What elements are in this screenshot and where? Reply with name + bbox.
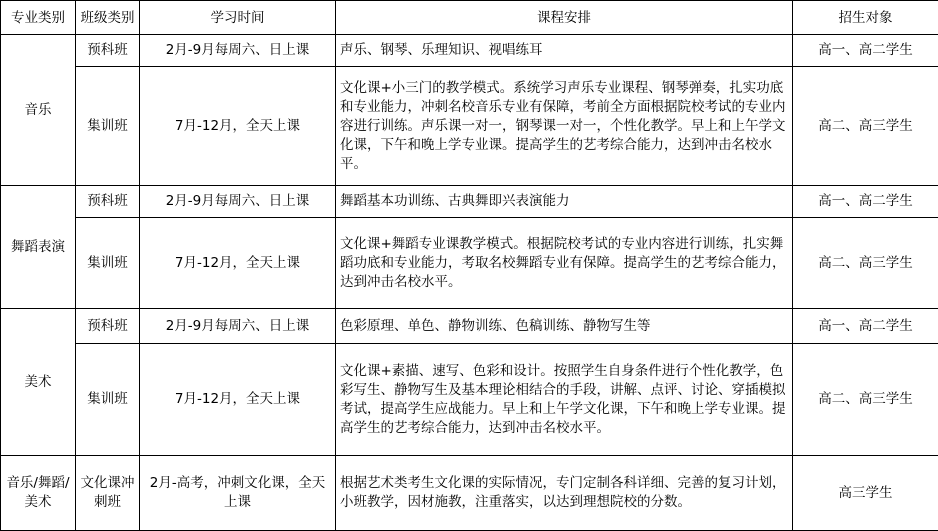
time-cell: 7月-12月，全天上课 (140, 344, 336, 456)
schedule-cell: 色彩原理、单色、静物训练、色稿训练、静物写生等 (336, 309, 793, 344)
header-class-type: 班级类别 (76, 1, 140, 35)
target-cell: 高一、高二学生 (793, 35, 938, 67)
header-major: 专业类别 (1, 1, 76, 35)
time-cell: 7月-12月，全天上课 (140, 218, 336, 309)
table-row (1, 35, 938, 67)
class-type-cell: 集训班 (76, 67, 140, 186)
major-cell: 舞蹈表演 (1, 186, 76, 309)
table-row (1, 218, 938, 309)
table-row (1, 67, 938, 186)
class-type-cell: 集训班 (76, 344, 140, 456)
time-cell: 2月-9月每周六、日上课 (140, 309, 336, 344)
target-cell: 高三学生 (793, 456, 938, 531)
schedule-cell: 文化课+素描、速写、色彩和设计。按照学生自身条件进行个性化教学，色彩写生、静物写生及基本理论相结合的手段，讲解、点评、讨论、穿插模拟考试，提高学生应战能力。早上和上午学文化课，下午和晚上学专业课。提高学生的艺考综合能力，达到冲击名校水平。 (336, 344, 793, 456)
time-cell: 2月-9月每周六、日上课 (140, 186, 336, 218)
class-type-cell: 预科班 (76, 309, 140, 344)
target-cell: 高一、高二学生 (793, 186, 938, 218)
header-time: 学习时间 (140, 1, 336, 35)
table-row (1, 456, 938, 531)
class-type-cell: 预科班 (76, 186, 140, 218)
table-row (1, 344, 938, 456)
major-cell: 音乐/舞蹈/美术 (1, 456, 76, 531)
target-cell: 高一、高二学生 (793, 309, 938, 344)
class-type-cell: 文化课冲刺班 (76, 456, 140, 531)
target-cell: 高二、高三学生 (793, 344, 938, 456)
schedule-cell: 声乐、钢琴、乐理知识、视唱练耳 (336, 35, 793, 67)
table-row (1, 309, 938, 344)
schedule-cell: 文化课+小三门的教学模式。系统学习声乐专业课程、钢琴弹奏，扎实功底和专业能力，冲刺名校音乐专业有保障，考前全方面根据院校考试的专业内容进行训练。声乐课一对一，钢琴课一对一，个性化教学。早上和上午学文化课，下午和晚上学专业课。提高学生的艺考综合能力，达到冲击名校水平。 (336, 67, 793, 186)
class-type-cell: 预科班 (76, 35, 140, 67)
major-cell: 美术 (1, 309, 76, 456)
schedule-cell: 文化课+舞蹈专业课教学模式。根据院校考试的专业内容进行训练，扎实舞蹈功底和专业能力，考取名校舞蹈专业有保障。提高学生的艺考综合能力，达到冲击名校水平。 (336, 218, 793, 309)
time-cell: 2月-9月每周六、日上课 (140, 35, 336, 67)
class-type-cell: 集训班 (76, 218, 140, 309)
target-cell: 高二、高三学生 (793, 67, 938, 186)
schedule-cell: 根据艺术类考生文化课的实际情况，专门定制各科详细、完善的复习计划，小班教学，因材施教，注重落实，以达到理想院校的分数。 (336, 456, 793, 531)
header-schedule: 课程安排 (336, 1, 793, 35)
table-row (1, 186, 938, 218)
time-cell: 2月-高考，冲刺文化课，全天上课 (140, 456, 336, 531)
header-target: 招生对象 (793, 1, 938, 35)
major-cell: 音乐 (1, 35, 76, 186)
schedule-cell: 舞蹈基本功训练、古典舞即兴表演能力 (336, 186, 793, 218)
time-cell: 7月-12月，全天上课 (140, 67, 336, 186)
target-cell: 高二、高三学生 (793, 218, 938, 309)
header-row (1, 1, 938, 35)
